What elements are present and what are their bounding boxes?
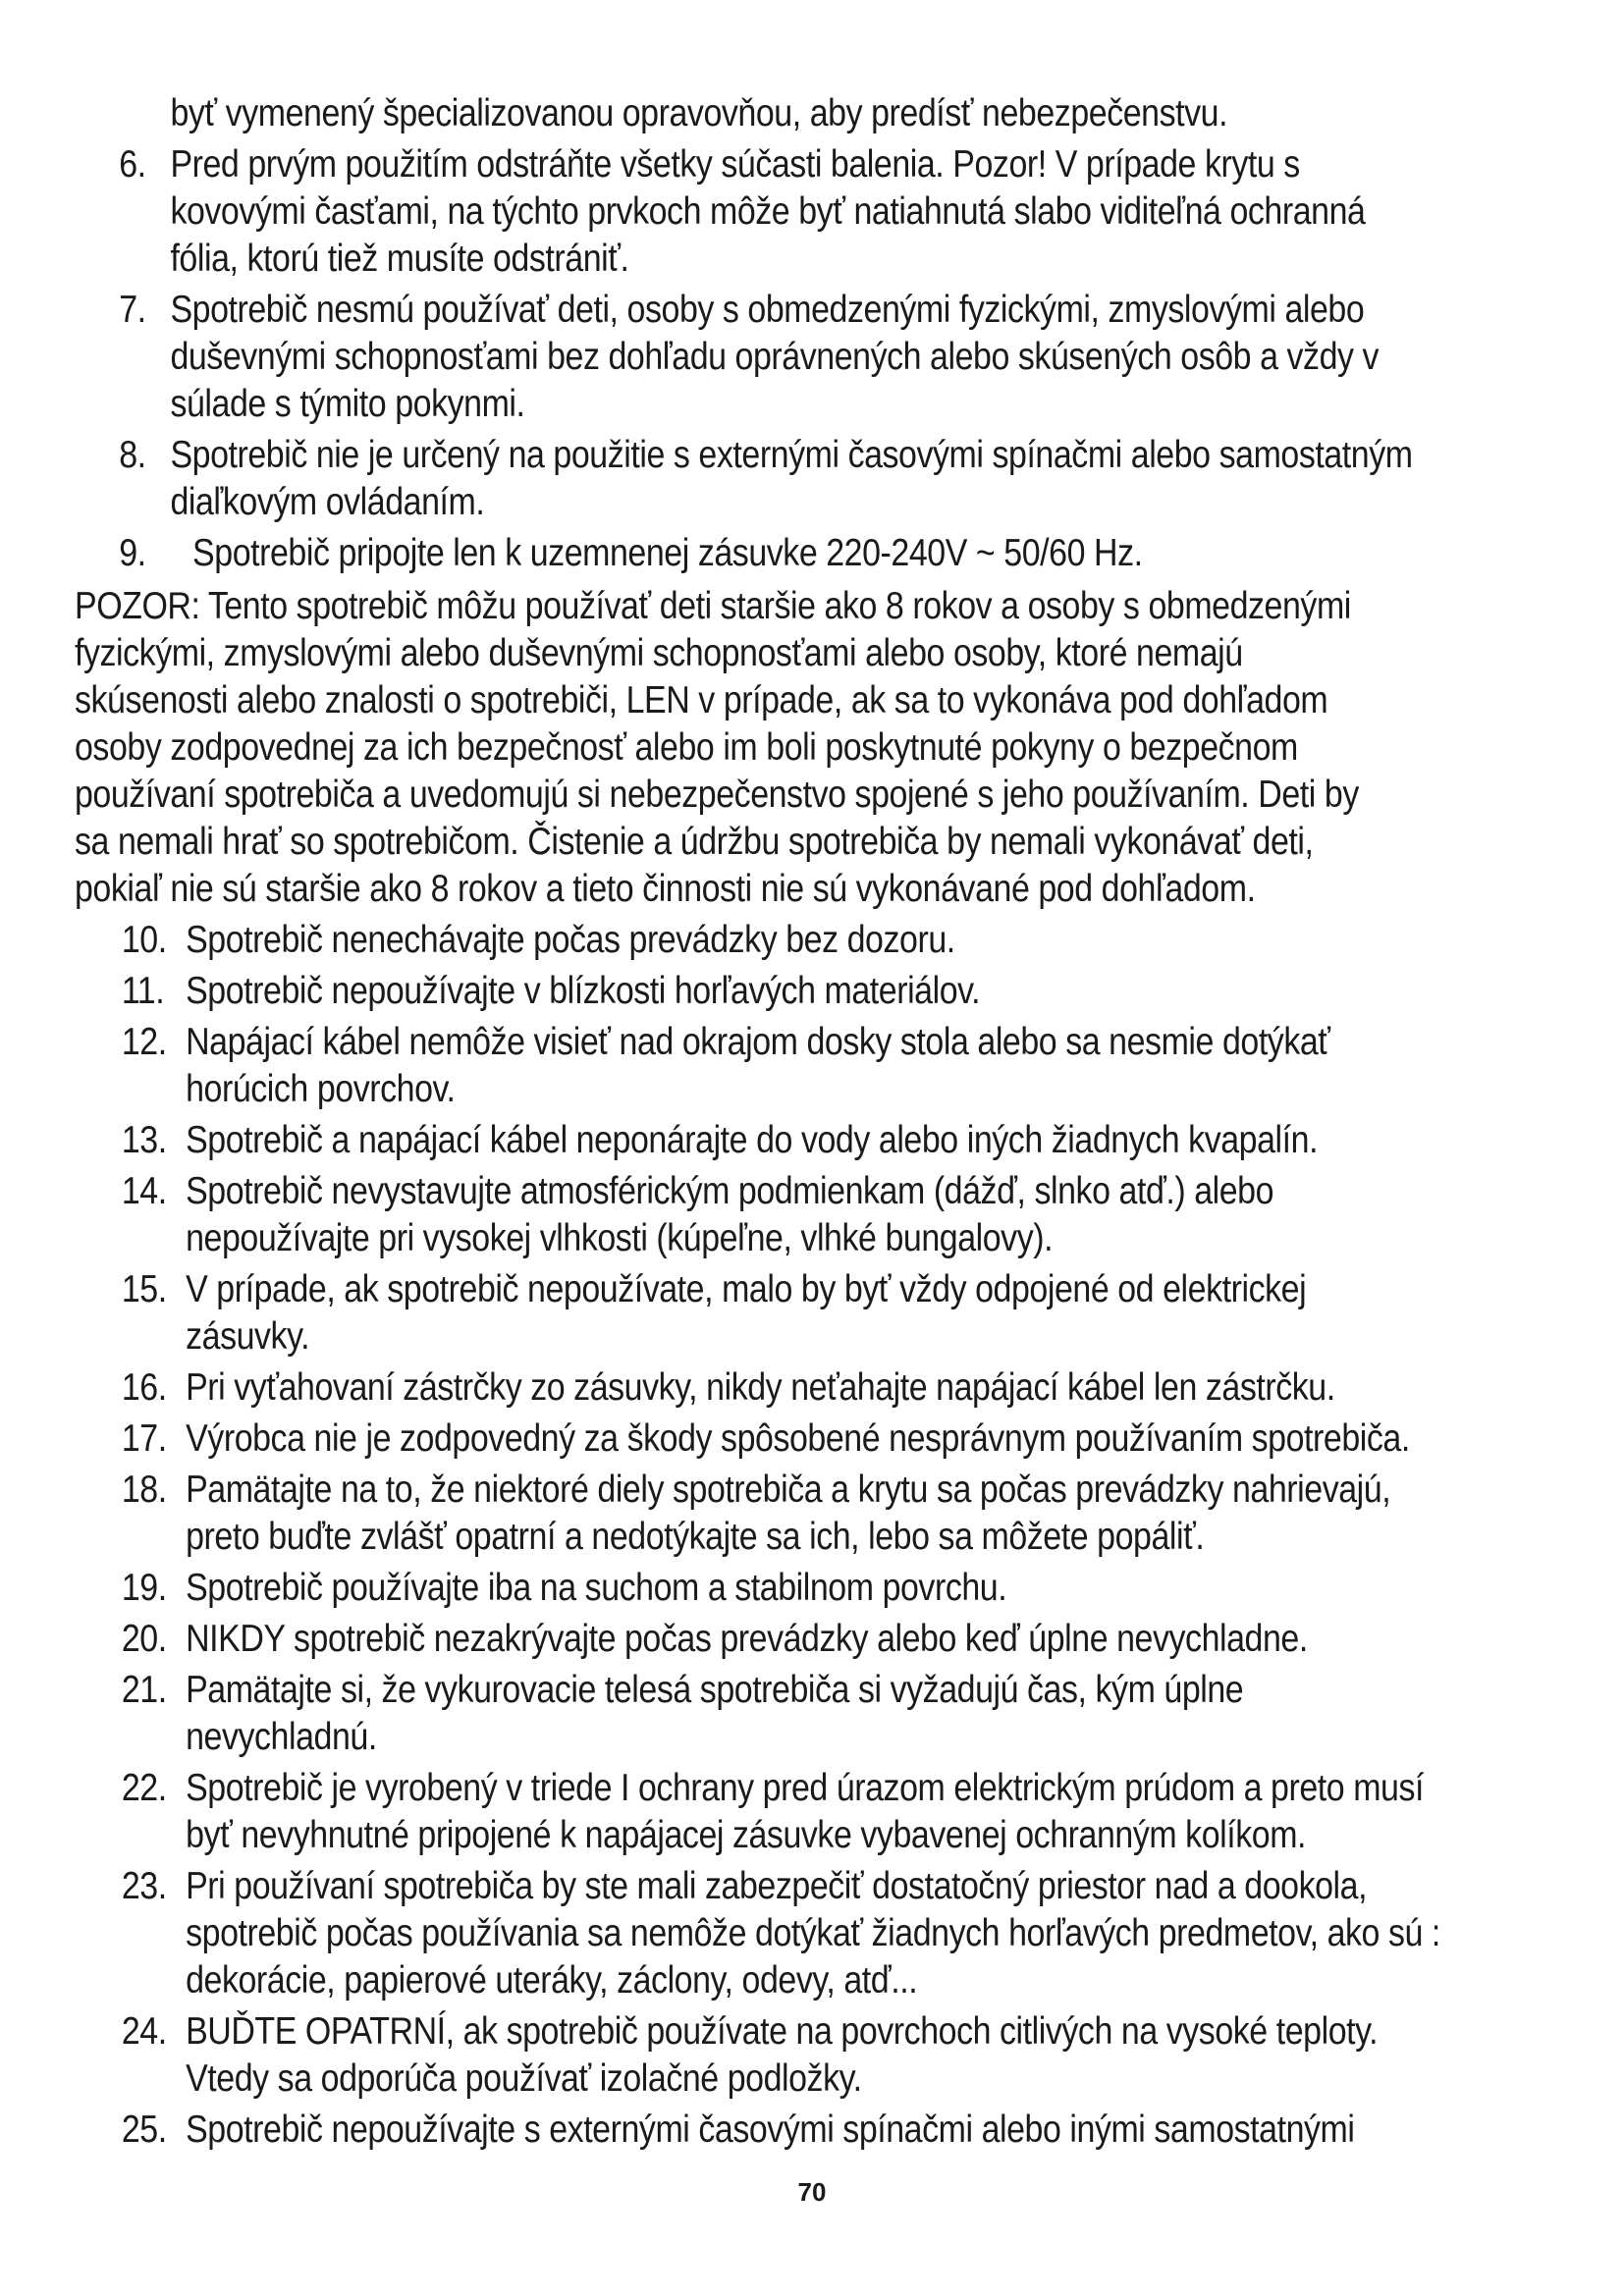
item-text-line: byť nevyhnutné pripojené k napájacej zásuvke vybavenej ochranným kolíkom.	[186, 1814, 1307, 1856]
item-number: 25.	[121, 2109, 167, 2151]
item-text-line: Spotrebič nevystavujte atmosférickým podmienkam (dážď, slnko atď.) alebo	[186, 1170, 1274, 1212]
item-number: 16.	[121, 1366, 167, 1409]
item-number: 18.	[121, 1468, 167, 1511]
item-text-line: Výrobca nie je zodpovedný za škody spôsobené nesprávnym používaním spotrebiča.	[186, 1417, 1410, 1460]
list-item	[75, 1667, 1518, 1761]
item-number: 23.	[121, 1865, 167, 1907]
list-item	[75, 2008, 1518, 2103]
list-item	[75, 1117, 1518, 1164]
item-text-line: Spotrebič používajte iba na suchom a stabilnom povrchu.	[186, 1567, 1007, 1609]
item-text-line: Spotrebič nenechávajte počas prevádzky bez dozoru.	[186, 919, 955, 961]
item-text-line: Vtedy sa odporúča používať izolačné podložky.	[186, 2057, 862, 2100]
warning-line: skúsenosti alebo znalosti o spotrebiči, LEN v prípade, ak sa to vykonáva pod dohľadom	[75, 679, 1328, 721]
item-text-line: Spotrebič je vyrobený v triede I ochrany pred úrazom elektrickým prúdom a preto musí	[186, 1767, 1425, 1809]
item-number: 10.	[121, 919, 167, 961]
item-text-line: Pamätajte na to, že niektoré diely spotrebiča a krytu sa počas prevádzky nahrievajú,	[186, 1468, 1391, 1511]
item-text-line: dekorácie, papierové uteráky, záclony, odevy, atď...	[186, 1959, 918, 2002]
continuation-line: byť vymenený špecializovanou opravovňou, aby predísť nebezpečenstvu.	[170, 92, 1228, 134]
item-text-line: kovovými časťami, na týchto prvkoch môže byť natiahnutá slabo viditeľná ochranná	[170, 190, 1366, 233]
item-text-line: Spotrebič nepoužívajte v blízkosti horľavých materiálov.	[186, 970, 981, 1012]
item-text-line: Pamätajte si, že vykurovacie telesá spotrebiča si vyžadujú čas, kým úplne	[186, 1669, 1244, 1711]
item-number: 21.	[121, 1669, 167, 1711]
warning-line: osoby zodpovednej za ich bezpečnosť alebo im boli poskytnuté pokyny o bezpečnom	[75, 726, 1298, 769]
list-item	[75, 287, 1518, 428]
list-item	[75, 432, 1518, 526]
item-text-line: diaľkovým ovládaním.	[170, 481, 485, 523]
item-number: 8.	[119, 434, 146, 476]
item-text-line: horúcich povrchov.	[186, 1068, 456, 1110]
item-text-line: nevychladnú.	[186, 1716, 377, 1758]
list-item	[75, 917, 1518, 964]
item-number: 24.	[121, 2010, 167, 2053]
item-number: 20.	[121, 1618, 167, 1660]
item-number: 17.	[121, 1417, 167, 1460]
list-item	[75, 1467, 1518, 1561]
list-item	[75, 1863, 1518, 2004]
page-number: 70	[797, 2177, 827, 2207]
item-text-line: duševnými schopnosťami bez dohľadu oprávnených alebo skúsených osôb a vždy v	[170, 336, 1380, 378]
item-text-line: Spotrebič nie je určený na použitie s externými časovými spínačmi alebo samostatným	[170, 434, 1413, 476]
warning-line: fyzickými, zmyslovými alebo duševnými schopnosťami alebo osoby, ktoré nemajú	[75, 632, 1243, 674]
list-item	[75, 530, 1518, 577]
item-text-line: Pred prvým použitím odstráňte všetky súčasti balenia. Pozor! V prípade krytu s	[170, 143, 1300, 186]
item-text-line: V prípade, ak spotrebič nepoužívate, malo by byť vždy odpojené od elektrickej	[186, 1268, 1307, 1310]
list-item	[75, 1616, 1518, 1663]
list-item	[75, 2107, 1518, 2154]
list-item	[75, 141, 1518, 283]
item-text-line: súlade s týmito pokynmi.	[170, 383, 525, 425]
item-text-line: nepoužívajte pri vysokej vlhkosti (kúpeľne, vlhké bungalovy).	[186, 1217, 1054, 1259]
list-item	[75, 1415, 1518, 1463]
item-text-line: BUĎTE OPATRNÍ, ak spotrebič používate na povrchoch citlivých na vysoké teploty.	[186, 2010, 1379, 2053]
list-item	[75, 1019, 1518, 1113]
item-number: 22.	[121, 1767, 167, 1809]
warning-line: používaní spotrebiča a uvedomujú si nebezpečenstvo spojené s jeho používaním. Deti by	[75, 774, 1359, 816]
item-text-line: Spotrebič a napájací kábel neponárajte do vody alebo iných žiadnych kvapalín.	[186, 1119, 1319, 1161]
item-number: 6.	[119, 143, 146, 186]
list-item	[75, 1266, 1518, 1361]
instruction-list-a	[75, 141, 1518, 577]
instruction-list-b	[75, 917, 1518, 2154]
warning-line: pokiaľ nie sú staršie ako 8 rokov a tieto činnosti nie sú vykonávané pod dohľadom.	[75, 868, 1256, 910]
item-number: 12.	[121, 1021, 167, 1063]
list-item	[75, 968, 1518, 1015]
item-text-line: Pri vyťahovaní zástrčky zo zásuvky, nikdy neťahajte napájací kábel len zástrčku.	[186, 1366, 1335, 1409]
item-number: 15.	[121, 1268, 167, 1310]
list-item	[75, 1565, 1518, 1612]
list-item	[75, 1364, 1518, 1412]
list-item	[75, 1168, 1518, 1262]
item-text-line: preto buďte zvlášť opatrní a nedotýkajte sa ich, lebo sa môžete popáliť.	[186, 1516, 1205, 1558]
item-text-line: Pri používaní spotrebiča by ste mali zabezpečiť dostatočný priestor nad a dookola,	[186, 1865, 1368, 1907]
warning-paragraph	[75, 583, 1518, 913]
item-text-line: Napájací kábel nemôže visieť nad okrajom dosky stola alebo sa nesmie dotýkať	[186, 1021, 1330, 1063]
item-text-line: NIKDY spotrebič nezakrývajte počas prevádzky alebo keď úplne nevychladne.	[186, 1618, 1308, 1660]
document-body	[75, 90, 1518, 2154]
item-number: 19.	[121, 1567, 167, 1609]
item-text-line: Spotrebič nepoužívajte s externými časovými spínačmi alebo inými samostatnými	[186, 2109, 1355, 2151]
item-text-line: fólia, ktorú tiež musíte odstrániť.	[170, 238, 629, 280]
item-number: 7.	[119, 289, 146, 331]
warning-line: POZOR: Tento spotrebič môžu používať deti staršie ako 8 rokov a osoby s obmedzenými	[75, 585, 1351, 627]
item-text-line: spotrebič počas používania sa nemôže dotýkať žiadnych horľavých predmetov, ako sú :	[186, 1912, 1440, 1954]
item-text-line: Spotrebič nesmú používať deti, osoby s obmedzenými fyzickými, zmyslovými alebo	[170, 289, 1365, 331]
item-text-line: zásuvky.	[186, 1315, 310, 1358]
item-number: 14.	[121, 1170, 167, 1212]
item-number: 11.	[121, 970, 165, 1012]
item-number: 13.	[121, 1119, 167, 1161]
warning-line: sa nemali hrať so spotrebičom. Čistenie a údržbu spotrebiča by nemali vykonávať deti,	[75, 821, 1314, 863]
list-item	[75, 1765, 1518, 1859]
item-number: 9.	[119, 532, 146, 574]
item-text-line: Spotrebič pripojte len k uzemnenej zásuvke 220-240V ~ 50/60 Hz.	[192, 532, 1143, 574]
